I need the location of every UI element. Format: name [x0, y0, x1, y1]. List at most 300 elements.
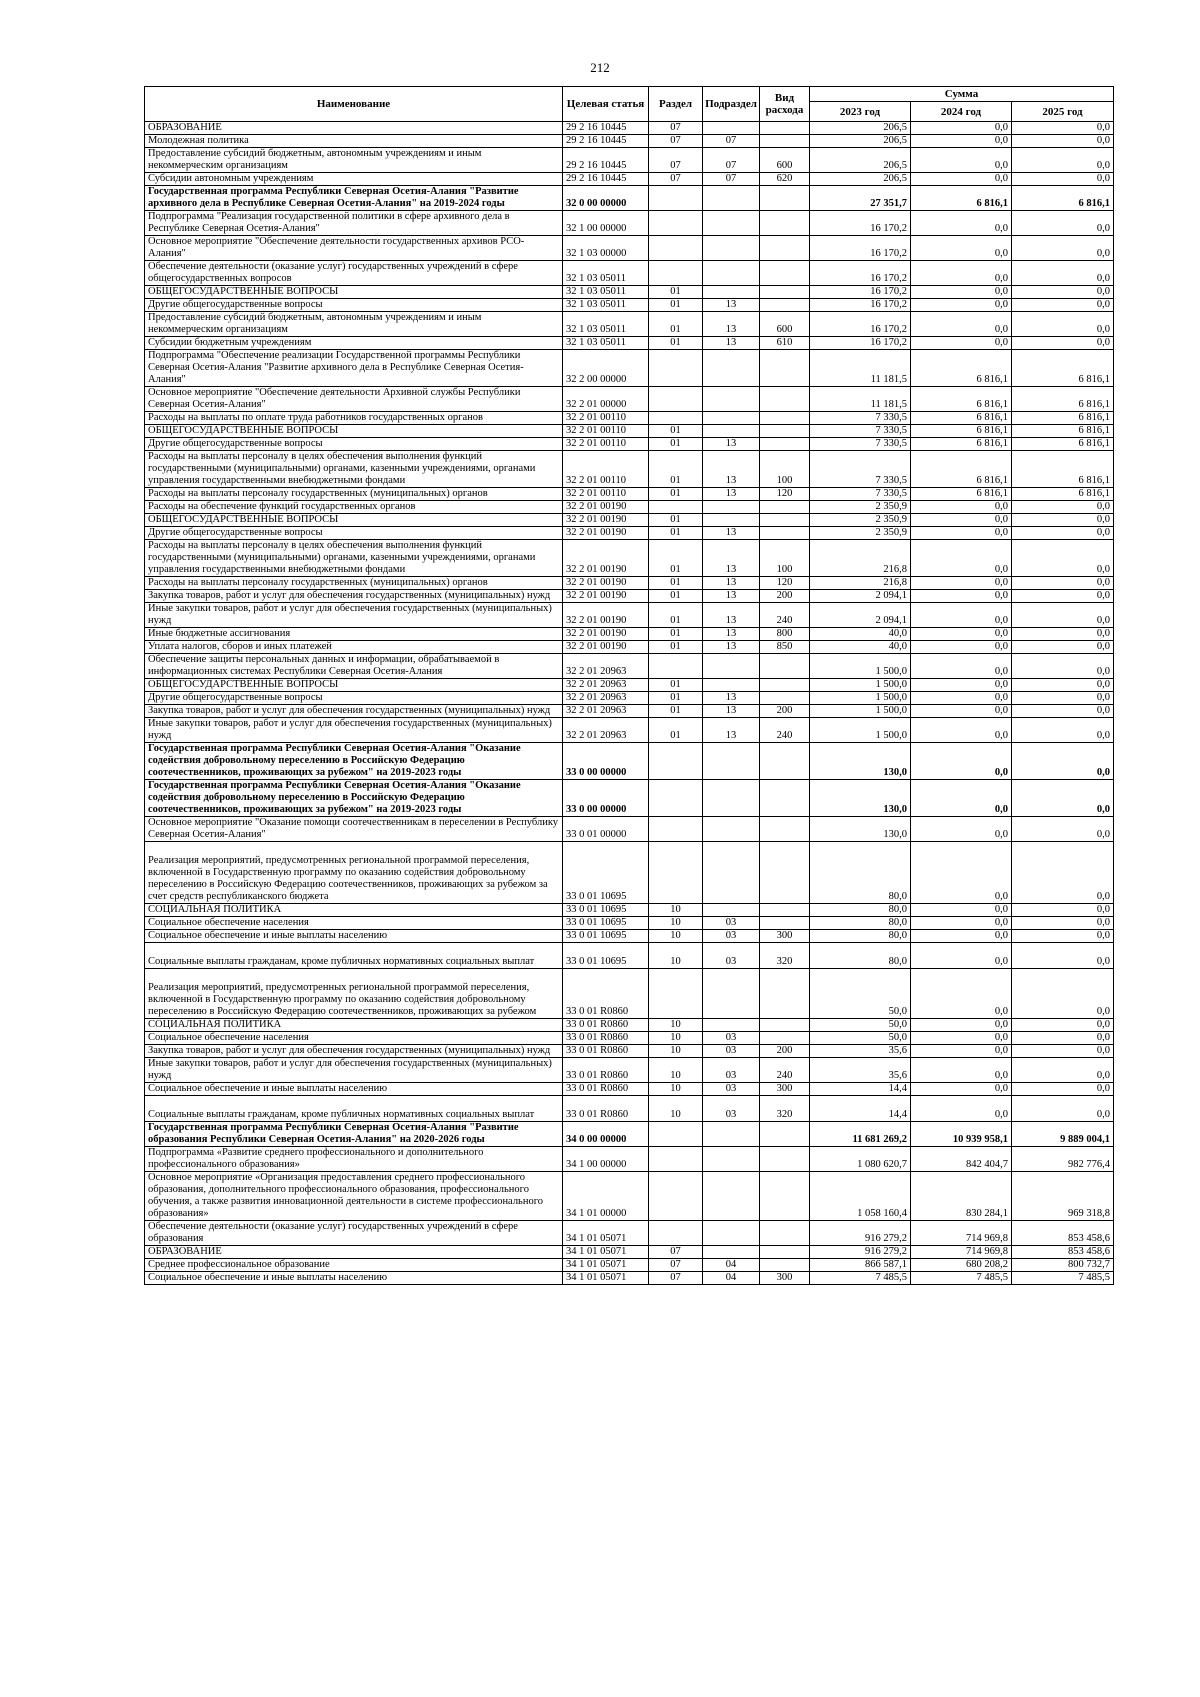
cell-subsection: [703, 969, 760, 1019]
cell-subsection: [703, 387, 760, 412]
table-row: [145, 286, 1114, 299]
cell-section: [649, 817, 703, 842]
cell-target-code: 32 2 01 20963: [563, 692, 649, 705]
cell-expense-type: [760, 1221, 810, 1246]
cell-sum-2025: 0,0: [1012, 1083, 1114, 1096]
cell-sum-2025: 0,0: [1012, 641, 1114, 654]
cell-section: 10: [649, 930, 703, 943]
cell-name: Основное мероприятие «Организация предоставления среднего профессионального образования, дополнительного профессионального образования, профессионального обучения, а также развития инновационной деятельности в системе профессионального образования»: [145, 1172, 563, 1221]
cell-expense-type: 100: [760, 540, 810, 577]
cell-expense-type: 300: [760, 1083, 810, 1096]
cell-name: Другие общегосударственные вопросы: [145, 438, 563, 451]
cell-sum-2025: 800 732,7: [1012, 1259, 1114, 1272]
cell-expense-type: 320: [760, 943, 810, 969]
table-row: [145, 387, 1114, 412]
cell-section: 01: [649, 603, 703, 628]
cell-name: Государственная программа Республики Северная Осетия-Алания "Оказание содействия добровольному переселению в Российскую Федерацию соотечественников, проживающих за рубежом" на 2019-2023 годы: [145, 743, 563, 780]
cell-section: 10: [649, 1045, 703, 1058]
cell-sum-2025: 0,0: [1012, 286, 1114, 299]
table-row: [145, 930, 1114, 943]
cell-sum-2023: 40,0: [810, 628, 911, 641]
cell-section: 01: [649, 451, 703, 488]
cell-sum-2025: 6 816,1: [1012, 387, 1114, 412]
cell-subsection: [703, 1246, 760, 1259]
cell-sum-2024: 0,0: [911, 917, 1012, 930]
cell-subsection: 13: [703, 312, 760, 337]
cell-expense-type: [760, 1147, 810, 1172]
cell-sum-2024: 6 816,1: [911, 488, 1012, 501]
cell-subsection: [703, 186, 760, 211]
cell-expense-type: [760, 186, 810, 211]
cell-expense-type: 610: [760, 337, 810, 350]
table-row: [145, 438, 1114, 451]
table-row: [145, 1246, 1114, 1259]
cell-sum-2025: 6 816,1: [1012, 438, 1114, 451]
cell-sum-2023: 1 500,0: [810, 718, 911, 743]
cell-name: Предоставление субсидий бюджетным, автономным учреждениям и иным некоммерческим организациям: [145, 148, 563, 173]
cell-expense-type: 600: [760, 312, 810, 337]
cell-sum-2024: 842 404,7: [911, 1147, 1012, 1172]
cell-section: [649, 501, 703, 514]
cell-section: 01: [649, 527, 703, 540]
cell-sum-2024: 0,0: [911, 628, 1012, 641]
cell-subsection: [703, 1172, 760, 1221]
cell-subsection: 13: [703, 488, 760, 501]
cell-sum-2024: 0,0: [911, 286, 1012, 299]
cell-section: 01: [649, 679, 703, 692]
cell-sum-2024: 10 939 958,1: [911, 1122, 1012, 1147]
cell-sum-2025: 0,0: [1012, 628, 1114, 641]
header-section: Раздел: [649, 87, 703, 122]
cell-section: [649, 654, 703, 679]
table-row: [145, 540, 1114, 577]
cell-name: Расходы на обеспечение функций государственных органов: [145, 501, 563, 514]
cell-target-code: 29 2 16 10445: [563, 135, 649, 148]
cell-target-code: 32 2 01 00190: [563, 603, 649, 628]
cell-section: 07: [649, 122, 703, 135]
cell-sum-2024: 0,0: [911, 943, 1012, 969]
cell-sum-2025: 0,0: [1012, 692, 1114, 705]
cell-sum-2024: 0,0: [911, 654, 1012, 679]
cell-sum-2025: 0,0: [1012, 337, 1114, 350]
cell-name: ОБЩЕГОСУДАРСТВЕННЫЕ ВОПРОСЫ: [145, 286, 563, 299]
cell-sum-2023: 7 330,5: [810, 425, 911, 438]
cell-target-code: 32 2 01 00190: [563, 641, 649, 654]
cell-section: [649, 211, 703, 236]
cell-section: [649, 350, 703, 387]
cell-subsection: 13: [703, 299, 760, 312]
cell-expense-type: 100: [760, 451, 810, 488]
table-row: [145, 1259, 1114, 1272]
table-row: [145, 1058, 1114, 1083]
cell-expense-type: [760, 299, 810, 312]
cell-expense-type: [760, 969, 810, 1019]
table-row: [145, 1032, 1114, 1045]
cell-sum-2025: 0,0: [1012, 1032, 1114, 1045]
cell-subsection: [703, 501, 760, 514]
cell-name: ОБРАЗОВАНИЕ: [145, 1246, 563, 1259]
cell-expense-type: [760, 1246, 810, 1259]
cell-name: Другие общегосударственные вопросы: [145, 527, 563, 540]
cell-sum-2023: 80,0: [810, 917, 911, 930]
cell-target-code: 32 1 00 00000: [563, 211, 649, 236]
cell-sum-2024: 0,0: [911, 1019, 1012, 1032]
cell-sum-2024: 0,0: [911, 692, 1012, 705]
cell-expense-type: 850: [760, 641, 810, 654]
header-target: Целевая статья: [563, 87, 649, 122]
cell-target-code: 32 2 01 00190: [563, 628, 649, 641]
cell-sum-2025: 0,0: [1012, 312, 1114, 337]
cell-target-code: 33 0 01 00000: [563, 817, 649, 842]
cell-expense-type: [760, 412, 810, 425]
cell-name: Расходы на выплаты персоналу в целях обеспечения выполнения функций государственными (муниципальными) органами, казенными учреждениями, органами управления государственными внебюджетными фондами: [145, 451, 563, 488]
cell-sum-2023: 130,0: [810, 780, 911, 817]
cell-target-code: 33 0 01 10695: [563, 904, 649, 917]
cell-target-code: 32 2 01 00190: [563, 590, 649, 603]
cell-name: Иные закупки товаров, работ и услуг для обеспечения государственных (муниципальных) нужд: [145, 718, 563, 743]
cell-sum-2024: 0,0: [911, 590, 1012, 603]
table-row: [145, 1083, 1114, 1096]
cell-expense-type: 320: [760, 1096, 810, 1122]
table-row: [145, 641, 1114, 654]
cell-name: Социальное обеспечение и иные выплаты населению: [145, 1083, 563, 1096]
cell-section: 01: [649, 337, 703, 350]
cell-sum-2024: 830 284,1: [911, 1172, 1012, 1221]
cell-sum-2023: 7 330,5: [810, 451, 911, 488]
cell-sum-2025: 0,0: [1012, 780, 1114, 817]
cell-expense-type: [760, 917, 810, 930]
cell-sum-2023: 216,8: [810, 540, 911, 577]
cell-target-code: 34 1 01 05071: [563, 1246, 649, 1259]
cell-name: Основное мероприятие "Обеспечение деятельности государственных архивов РСО-Алания": [145, 236, 563, 261]
cell-sum-2025: 6 816,1: [1012, 186, 1114, 211]
table-row: [145, 705, 1114, 718]
cell-sum-2023: 50,0: [810, 969, 911, 1019]
cell-sum-2025: 0,0: [1012, 654, 1114, 679]
cell-target-code: 33 0 01 R0860: [563, 1045, 649, 1058]
cell-sum-2023: 11 681 269,2: [810, 1122, 911, 1147]
cell-sum-2023: 16 170,2: [810, 312, 911, 337]
cell-expense-type: 200: [760, 590, 810, 603]
table-row: [145, 577, 1114, 590]
cell-target-code: 34 1 01 00000: [563, 1172, 649, 1221]
cell-sum-2025: 0,0: [1012, 148, 1114, 173]
cell-target-code: 32 1 03 05011: [563, 286, 649, 299]
cell-sum-2023: 16 170,2: [810, 286, 911, 299]
cell-sum-2023: 16 170,2: [810, 211, 911, 236]
cell-sum-2025: 0,0: [1012, 527, 1114, 540]
cell-name: Обеспечение защиты персональных данных и информации, обрабатываемой в информационных системах Республики Северная Осетия-Алания: [145, 654, 563, 679]
table-row: [145, 211, 1114, 236]
cell-sum-2023: 27 351,7: [810, 186, 911, 211]
cell-section: 07: [649, 148, 703, 173]
cell-name: ОБЩЕГОСУДАРСТВЕННЫЕ ВОПРОСЫ: [145, 679, 563, 692]
cell-expense-type: [760, 692, 810, 705]
cell-name: Молодежная политика: [145, 135, 563, 148]
cell-target-code: 32 2 01 20963: [563, 705, 649, 718]
header-subsection: Подраздел: [703, 87, 760, 122]
cell-subsection: 03: [703, 917, 760, 930]
cell-section: 01: [649, 718, 703, 743]
cell-subsection: 13: [703, 451, 760, 488]
cell-sum-2023: 1 500,0: [810, 692, 911, 705]
cell-expense-type: [760, 1019, 810, 1032]
table-row: [145, 1221, 1114, 1246]
cell-sum-2023: 130,0: [810, 817, 911, 842]
cell-name: Реализация мероприятий, предусмотренных региональной программой переселения, включенной в Государственную программу по оказанию содействия добровольному переселению в Российскую Федерацию соотечественников, проживающих за рубежом: [145, 969, 563, 1019]
cell-expense-type: [760, 122, 810, 135]
cell-subsection: [703, 514, 760, 527]
cell-expense-type: [760, 1259, 810, 1272]
cell-sum-2024: 0,0: [911, 236, 1012, 261]
cell-sum-2023: 206,5: [810, 135, 911, 148]
cell-subsection: 03: [703, 1058, 760, 1083]
cell-subsection: [703, 1019, 760, 1032]
cell-subsection: 13: [703, 603, 760, 628]
cell-sum-2024: 0,0: [911, 337, 1012, 350]
table-row: [145, 261, 1114, 286]
cell-sum-2023: 2 350,9: [810, 514, 911, 527]
cell-target-code: 32 2 01 00000: [563, 387, 649, 412]
cell-sum-2025: 0,0: [1012, 969, 1114, 1019]
cell-target-code: 33 0 01 R0860: [563, 969, 649, 1019]
table-row: [145, 590, 1114, 603]
cell-section: 01: [649, 628, 703, 641]
cell-name: Другие общегосударственные вопросы: [145, 299, 563, 312]
cell-name: Подпрограмма "Реализация государственной политики в сфере архивного дела в Республике Северная Осетия-Алания": [145, 211, 563, 236]
cell-target-code: 32 2 01 00190: [563, 540, 649, 577]
cell-sum-2024: 7 485,5: [911, 1272, 1012, 1285]
cell-expense-type: [760, 514, 810, 527]
table-row: [145, 425, 1114, 438]
header-2023: 2023 год: [810, 102, 911, 122]
cell-section: [649, 1172, 703, 1221]
cell-target-code: 32 1 03 05011: [563, 337, 649, 350]
cell-subsection: 04: [703, 1272, 760, 1285]
header-name: Наименование: [145, 87, 563, 122]
cell-expense-type: 300: [760, 1272, 810, 1285]
cell-target-code: 32 2 00 00000: [563, 350, 649, 387]
cell-sum-2025: 0,0: [1012, 590, 1114, 603]
cell-sum-2023: 16 170,2: [810, 337, 911, 350]
cell-target-code: 33 0 01 R0860: [563, 1096, 649, 1122]
cell-sum-2024: 0,0: [911, 122, 1012, 135]
cell-sum-2025: 0,0: [1012, 122, 1114, 135]
cell-sum-2024: 0,0: [911, 527, 1012, 540]
table-row: [145, 1172, 1114, 1221]
table-row: [145, 186, 1114, 211]
table-row: [145, 904, 1114, 917]
cell-sum-2024: 0,0: [911, 540, 1012, 577]
cell-sum-2023: 40,0: [810, 641, 911, 654]
cell-name: Иные закупки товаров, работ и услуг для обеспечения государственных (муниципальных) нужд: [145, 1058, 563, 1083]
cell-sum-2025: 6 816,1: [1012, 425, 1114, 438]
cell-expense-type: 240: [760, 718, 810, 743]
table-row: [145, 451, 1114, 488]
cell-section: [649, 186, 703, 211]
cell-sum-2023: 216,8: [810, 577, 911, 590]
cell-target-code: 32 2 01 20963: [563, 679, 649, 692]
cell-subsection: [703, 817, 760, 842]
cell-subsection: [703, 425, 760, 438]
cell-sum-2025: 982 776,4: [1012, 1147, 1114, 1172]
cell-sum-2025: 0,0: [1012, 943, 1114, 969]
cell-sum-2025: 6 816,1: [1012, 451, 1114, 488]
cell-sum-2024: 0,0: [911, 514, 1012, 527]
cell-sum-2024: 0,0: [911, 780, 1012, 817]
cell-subsection: 13: [703, 577, 760, 590]
cell-name: Государственная программа Республики Северная Осетия-Алания "Развитие образования Республики Северная Осетия-Алания" на 2020-2026 годы: [145, 1122, 563, 1147]
cell-section: 01: [649, 540, 703, 577]
cell-sum-2025: 0,0: [1012, 817, 1114, 842]
cell-expense-type: [760, 654, 810, 679]
cell-subsection: 13: [703, 705, 760, 718]
cell-subsection: [703, 236, 760, 261]
cell-target-code: 34 1 00 00000: [563, 1147, 649, 1172]
cell-sum-2025: 0,0: [1012, 705, 1114, 718]
cell-sum-2023: 2 350,9: [810, 501, 911, 514]
cell-sum-2023: 1 500,0: [810, 705, 911, 718]
cell-sum-2023: 16 170,2: [810, 236, 911, 261]
cell-sum-2023: 50,0: [810, 1032, 911, 1045]
cell-expense-type: 600: [760, 148, 810, 173]
cell-sum-2023: 35,6: [810, 1045, 911, 1058]
cell-target-code: 32 2 01 00190: [563, 501, 649, 514]
cell-name: Обеспечение деятельности (оказание услуг) государственных учреждений в сфере общегосударственных вопросов: [145, 261, 563, 286]
cell-subsection: 03: [703, 1096, 760, 1122]
cell-section: 10: [649, 1096, 703, 1122]
cell-target-code: 33 0 01 10695: [563, 917, 649, 930]
cell-target-code: 33 0 01 10695: [563, 842, 649, 904]
cell-sum-2024: 0,0: [911, 312, 1012, 337]
cell-expense-type: [760, 425, 810, 438]
cell-target-code: 34 1 01 05071: [563, 1272, 649, 1285]
cell-expense-type: [760, 817, 810, 842]
cell-sum-2025: 0,0: [1012, 842, 1114, 904]
cell-sum-2023: 80,0: [810, 842, 911, 904]
cell-section: [649, 969, 703, 1019]
cell-name: Закупка товаров, работ и услуг для обеспечения государственных (муниципальных) нужд: [145, 705, 563, 718]
table-row: [145, 917, 1114, 930]
cell-subsection: 13: [703, 337, 760, 350]
cell-sum-2025: 0,0: [1012, 135, 1114, 148]
cell-target-code: 32 2 01 00110: [563, 438, 649, 451]
cell-subsection: [703, 904, 760, 917]
cell-sum-2024: 0,0: [911, 173, 1012, 186]
table-row: [145, 718, 1114, 743]
cell-sum-2023: 35,6: [810, 1058, 911, 1083]
cell-name: СОЦИАЛЬНАЯ ПОЛИТИКА: [145, 1019, 563, 1032]
cell-target-code: 33 0 00 00000: [563, 780, 649, 817]
cell-name: ОБРАЗОВАНИЕ: [145, 122, 563, 135]
cell-target-code: 32 2 01 20963: [563, 718, 649, 743]
cell-section: [649, 1221, 703, 1246]
cell-sum-2025: 853 458,6: [1012, 1246, 1114, 1259]
cell-expense-type: 240: [760, 1058, 810, 1083]
cell-sum-2023: 916 279,2: [810, 1221, 911, 1246]
cell-section: 07: [649, 1246, 703, 1259]
table-row: [145, 969, 1114, 1019]
cell-sum-2024: 0,0: [911, 969, 1012, 1019]
table-row: [145, 350, 1114, 387]
cell-subsection: 07: [703, 148, 760, 173]
cell-section: [649, 236, 703, 261]
cell-expense-type: 800: [760, 628, 810, 641]
cell-subsection: 13: [703, 527, 760, 540]
cell-sum-2024: 6 816,1: [911, 451, 1012, 488]
cell-subsection: 13: [703, 641, 760, 654]
cell-subsection: [703, 842, 760, 904]
cell-section: 01: [649, 438, 703, 451]
table-row: [145, 628, 1114, 641]
cell-name: Предоставление субсидий бюджетным, автономным учреждениям и иным некоммерческим организациям: [145, 312, 563, 337]
cell-name: ОБЩЕГОСУДАРСТВЕННЫЕ ВОПРОСЫ: [145, 514, 563, 527]
cell-name: ОБЩЕГОСУДАРСТВЕННЫЕ ВОПРОСЫ: [145, 425, 563, 438]
cell-target-code: 33 0 01 R0860: [563, 1032, 649, 1045]
cell-expense-type: 240: [760, 603, 810, 628]
table-row: [145, 412, 1114, 425]
cell-sum-2025: 6 816,1: [1012, 488, 1114, 501]
cell-subsection: [703, 122, 760, 135]
cell-name: Расходы на выплаты по оплате труда работников государственных органов: [145, 412, 563, 425]
cell-subsection: [703, 261, 760, 286]
cell-expense-type: [760, 286, 810, 299]
table-row: [145, 299, 1114, 312]
cell-sum-2024: 6 816,1: [911, 425, 1012, 438]
cell-target-code: 33 0 01 R0860: [563, 1019, 649, 1032]
cell-sum-2024: 6 816,1: [911, 438, 1012, 451]
cell-target-code: 32 1 03 05011: [563, 299, 649, 312]
cell-name: Социальные выплаты гражданам, кроме публичных нормативных социальных выплат: [145, 1096, 563, 1122]
cell-sum-2024: 0,0: [911, 148, 1012, 173]
cell-subsection: [703, 780, 760, 817]
cell-sum-2024: 0,0: [911, 211, 1012, 236]
cell-sum-2024: 0,0: [911, 299, 1012, 312]
cell-expense-type: 200: [760, 1045, 810, 1058]
cell-sum-2024: 0,0: [911, 842, 1012, 904]
cell-subsection: [703, 412, 760, 425]
cell-sum-2024: 714 969,8: [911, 1246, 1012, 1259]
cell-sum-2023: 14,4: [810, 1083, 911, 1096]
cell-sum-2023: 916 279,2: [810, 1246, 911, 1259]
cell-target-code: 32 2 01 00110: [563, 425, 649, 438]
cell-target-code: 32 1 03 05011: [563, 312, 649, 337]
cell-sum-2025: 0,0: [1012, 718, 1114, 743]
header-2024: 2024 год: [911, 102, 1012, 122]
cell-target-code: 32 2 01 00110: [563, 488, 649, 501]
cell-sum-2024: 0,0: [911, 718, 1012, 743]
table-row: [145, 488, 1114, 501]
cell-section: 10: [649, 917, 703, 930]
cell-sum-2023: 11 181,5: [810, 350, 911, 387]
cell-subsection: 13: [703, 590, 760, 603]
table-row: [145, 943, 1114, 969]
cell-sum-2023: 11 181,5: [810, 387, 911, 412]
cell-section: 10: [649, 943, 703, 969]
cell-name: Закупка товаров, работ и услуг для обеспечения государственных (муниципальных) нужд: [145, 590, 563, 603]
cell-subsection: 13: [703, 438, 760, 451]
cell-sum-2025: 6 816,1: [1012, 412, 1114, 425]
table-row: [145, 679, 1114, 692]
cell-name: Субсидии бюджетным учреждениям: [145, 337, 563, 350]
cell-target-code: 29 2 16 10445: [563, 173, 649, 186]
cell-section: 01: [649, 577, 703, 590]
cell-sum-2025: 0,0: [1012, 540, 1114, 577]
cell-subsection: 13: [703, 692, 760, 705]
cell-sum-2023: 16 170,2: [810, 261, 911, 286]
cell-section: 01: [649, 299, 703, 312]
table-row: [145, 603, 1114, 628]
